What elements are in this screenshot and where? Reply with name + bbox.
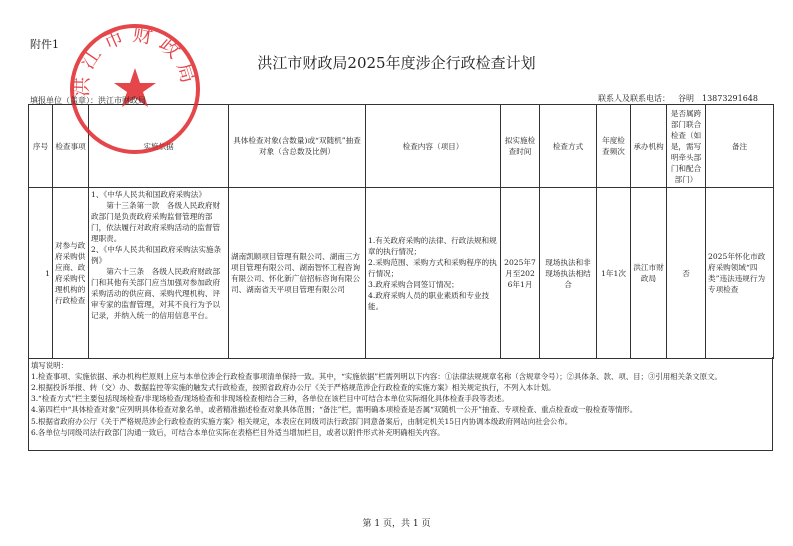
contact-info (598, 93, 758, 104)
basis-line: 2、《中华人民共和国政府采购法实施条例》 (91, 245, 222, 265)
svg-text:洪 江 市 财 政 局: 洪 江 市 财 政 局 (68, 22, 202, 98)
header-cell: 拟实施检查时间 (501, 105, 540, 188)
header-cell: 年度检查频次 (597, 105, 631, 188)
header-cell: 检查事项 (53, 105, 89, 188)
header-cell: 检查方式 (540, 105, 597, 188)
row-joint: 否 (667, 188, 706, 359)
row-remark: 2025年怀化市政府采购领域“四类”违法违规行为专项检查 (706, 188, 774, 359)
attachment-label: 附件1 (30, 38, 59, 51)
table-row (29, 188, 774, 359)
row-index: 1 (29, 188, 53, 359)
note-line: 4.第四栏中“具体检查对象”应列明具体检查对象名单，或者精准描述检查对象具体范围；“备注”栏，需明确本项检查是否属“双随机一公开”抽查、专项检查、重点检查或一般检查等情形。 (31, 405, 638, 415)
contact-name: 谷明 (678, 94, 694, 103)
header-cell: 具体检查对象(含数量)或“双随机”抽查对象（含总数及比例） (229, 105, 366, 188)
fill-instructions (28, 357, 773, 451)
basis-line: 第六十三条 各级人民政府财政部门和其他有关部门应当加强对参加政府采购活动的供应商、采购代理机构、评审专家的监督管理，对其不良行为予以记录，并纳入统一的信用信息平台。 (91, 267, 221, 320)
content-line: 3.政府采购合同签订情况； (368, 279, 459, 289)
note-line: 6.各单位与同级司法行政部门沟通一致后，可结合本单位实际在表格栏目外适当增加栏目，或者以附件形式补充明确相关内容。 (31, 427, 445, 437)
row-targets: 湖南凯顺项目管理有限公司、湖南三方项目管理有限公司、湖南智怀工程咨询有限公司、怀化新广信招标咨询有限公司、湖南省天平项目管理有限公司 (229, 188, 366, 359)
official-seal-icon (68, 22, 202, 156)
header-cell: 备注 (706, 105, 774, 188)
note-line: 填写说明： (31, 361, 68, 370)
note-line: 5.根据省政府办公厅《关于严格规范涉企行政检查的实施方案》相关规定，本表应在同级司法行政部门同意备案后，由制定机关15日内协调本级政府网站向社会公布。 (31, 416, 573, 426)
basis-line: 第十三条第一款 各级人民政府财政部门是负责政府采购监督管理的部门，依法履行对政府采购活动的监督管理职责。 (91, 201, 221, 243)
row-content (366, 188, 501, 359)
row-method: 现场执法和非现场执法相结合 (540, 188, 597, 359)
content-line: 2.采购范围、采购方式和采购程序的执行情况； (368, 257, 497, 278)
header-cell: 实施依据 (89, 105, 229, 188)
contact-phone: 13873291648 (702, 94, 758, 103)
header-cell: 是否属跨部门联合检查（如是，需写明牵头部门和配合部门） (667, 105, 706, 188)
row-item: 对参与政府采购供应商、政府采购代理机构的行政检查 (53, 188, 89, 359)
row-time: 2025年7月至2026年1月 (501, 188, 540, 359)
content-line: 4.政府采购人员的职业素质和专业技能。 (368, 290, 490, 311)
page-footer: 第 1 页，共 1 页 (362, 519, 431, 529)
fill-unit: 填报单位（盖章）：洪江市财政局 (30, 96, 146, 105)
content-line: 1.有关政府采购的法律、行政法规和规章的执行情况； (368, 235, 497, 256)
basis-line: 1、《中华人民共和国政府采购法》 (91, 190, 206, 199)
page-title: 洪江市财政局2025年度涉企行政检查计划 (257, 54, 536, 72)
row-basis (89, 188, 229, 359)
note-line: 2.根据投诉举报、转（交）办、数据监控等实施的触发式行政检查，按照省政府办公厅《关于严格规范涉企行政检查的实施方案》相关规定执行，不列入本计划。 (31, 383, 556, 393)
row-agency: 洪江市财政局 (631, 188, 667, 359)
contact-label: 联系人及联系电话： (598, 94, 670, 103)
note-line: 3.“检查方式”栏主要包括现场检查/非现场检查/现场检查和非现场检查相结合三种，各单位在该栏目中可结合本单位实际细化具体检查手段等表述。 (31, 394, 509, 404)
header-cell: 检查内容（项目） (366, 105, 501, 188)
note-line: 1.检查事项、实施依据、承办机构栏原则上应与本单位涉企行政检查事项清单保持一致。其中，“实施依据”栏需列明以下内容：①法律法规规章名称（含规章令号）；②具体条、款、项、目；③引用相关条文原文。 (31, 372, 722, 382)
header-cell: 承办机构 (631, 105, 667, 188)
row-frequency: 1年1次 (597, 188, 631, 359)
header-cell: 序号 (29, 105, 53, 188)
